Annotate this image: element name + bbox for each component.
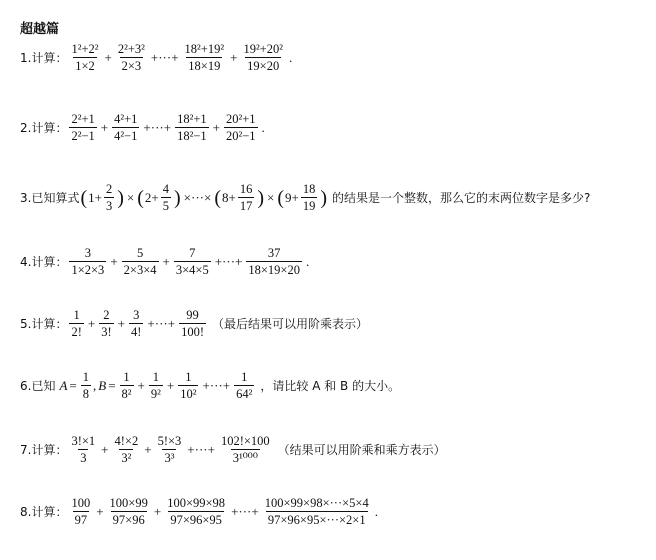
denominator: 1×2 — [75, 59, 95, 74]
fraction — [113, 434, 141, 466]
denominator: 3×4×5 — [175, 263, 209, 278]
numerator: 1 — [152, 370, 160, 384]
denominator: 10² — [180, 387, 197, 402]
plus-sign: + — [96, 503, 104, 519]
plus-sign: + — [104, 49, 112, 65]
numerator: 100×99 — [109, 496, 148, 510]
numerator: 7 — [189, 246, 196, 260]
times-sign: × — [126, 189, 135, 205]
numerator: 5!×3 — [157, 434, 182, 448]
fraction — [69, 246, 106, 278]
ellipsis-sum: +···+ — [187, 441, 215, 457]
plus-sign: + — [117, 315, 125, 331]
plus-sign: + — [110, 253, 118, 269]
denominator: 3! — [101, 325, 112, 340]
fraction — [99, 308, 113, 340]
fraction — [69, 112, 96, 144]
fraction — [116, 42, 147, 74]
problem-label: 4.计算： — [20, 255, 68, 270]
left-paren: ( — [277, 186, 285, 209]
numerator: 37 — [267, 246, 281, 260]
numerator: 102!×100 — [220, 434, 270, 448]
problem-6 — [20, 370, 400, 402]
numerator: 18 — [302, 182, 316, 196]
problem-text: ，请比较 A 和 B 的大小。 — [260, 379, 401, 394]
ellipsis-sum: +···+ — [150, 49, 179, 65]
denominator: 64² — [236, 387, 253, 402]
numerator: 18²+1 — [177, 112, 207, 126]
plus-sign: + — [101, 441, 109, 457]
denominator: 2! — [71, 325, 82, 340]
numerator: 4²+1 — [114, 112, 138, 126]
denominator: 5 — [162, 199, 169, 214]
problem-label: 3.已知算式 — [20, 191, 80, 206]
right-paren: ) — [117, 186, 124, 209]
plus-sign: + — [230, 49, 238, 65]
numerator: 99 — [186, 308, 199, 322]
fraction — [238, 182, 255, 214]
fraction — [81, 370, 91, 402]
denominator: 100! — [181, 325, 204, 340]
problem-label: 6.已知 — [20, 379, 56, 394]
denominator: 18×19 — [188, 59, 221, 74]
problem-1 — [20, 42, 294, 74]
fraction — [156, 434, 184, 466]
variable-a: A — [59, 377, 68, 393]
numerator: 16 — [239, 182, 253, 196]
problem-3 — [20, 182, 590, 214]
whole-term: 8+ — [222, 189, 236, 205]
variable-b: B — [98, 377, 107, 393]
whole-term: 9+ — [285, 189, 299, 205]
plus-sign: + — [100, 119, 109, 135]
right-paren: ) — [174, 186, 181, 209]
numerator: 3!×1 — [71, 434, 96, 448]
denominator: 2×3×4 — [123, 263, 157, 278]
denominator: 3 — [80, 451, 87, 466]
plus-sign: + — [162, 253, 170, 269]
denominator: 97×96 — [112, 513, 145, 528]
denominator: 19×20 — [247, 59, 280, 74]
fraction — [165, 496, 227, 528]
fraction — [69, 496, 92, 528]
fraction — [183, 42, 227, 74]
numerator: 1 — [123, 370, 130, 384]
numerator: 2 — [103, 308, 110, 322]
problem-5 — [20, 308, 368, 340]
denominator: 9² — [150, 387, 161, 402]
denominator: 3 — [105, 199, 113, 214]
fraction — [69, 42, 100, 74]
ellipsis-sum: +···+ — [231, 503, 259, 519]
denominator: 8 — [82, 387, 89, 402]
numerator: 1 — [73, 308, 80, 322]
numerator: 100×99×98 — [167, 496, 226, 510]
denominator: 18²−1 — [177, 129, 207, 144]
equals-sign: = — [69, 377, 77, 393]
problem-8 — [20, 496, 380, 528]
denominator: 3² — [121, 451, 132, 466]
denominator: 97×96×95×···×2×1 — [267, 513, 366, 528]
numerator: 5 — [136, 246, 144, 260]
left-paren: ( — [80, 186, 88, 209]
equals-sign: = — [108, 377, 116, 393]
fraction — [174, 246, 211, 278]
problem-4 — [20, 246, 311, 278]
problem-label: 8.计算： — [20, 505, 68, 520]
whole-term: 1+ — [88, 189, 102, 205]
problem-2 — [20, 112, 267, 144]
problem-note: （最后结果可以用阶乘表示） — [211, 317, 368, 332]
fraction — [179, 308, 206, 340]
fraction — [219, 434, 272, 466]
fraction — [104, 182, 114, 214]
left-paren: ( — [214, 186, 221, 209]
denominator: 8² — [121, 387, 132, 402]
fraction — [129, 308, 143, 340]
ellipsis-sum: +···+ — [214, 253, 243, 269]
fraction — [69, 434, 97, 466]
times-sign: × — [267, 189, 275, 205]
ellipsis-product: ×···× — [183, 189, 212, 205]
left-paren: ( — [137, 186, 144, 209]
fraction — [69, 308, 83, 340]
end-period: . — [305, 253, 310, 269]
section-title: 超越篇 — [20, 21, 60, 36]
fraction — [241, 42, 285, 74]
comma: , — [93, 377, 97, 393]
fraction — [263, 496, 371, 528]
fraction — [175, 112, 209, 144]
fraction — [112, 112, 139, 144]
numerator: 3 — [133, 308, 140, 322]
numerator: 20²+1 — [225, 112, 256, 126]
numerator: 2²+3² — [117, 42, 145, 56]
problem-7 — [20, 434, 446, 466]
numerator: 1 — [82, 370, 89, 384]
denominator: 3¹⁰⁰⁰ — [232, 451, 258, 466]
right-paren: ) — [320, 186, 328, 209]
ellipsis-sum: +···+ — [202, 377, 231, 393]
plus-sign: + — [137, 377, 145, 393]
denominator: 17 — [239, 199, 253, 214]
denominator: 4²−1 — [114, 129, 138, 144]
problem-note: （结果可以用阶乘和乘方表示） — [277, 443, 446, 458]
denominator: 19 — [302, 199, 316, 214]
problem-text: 的结果是一个整数，那么它的末两位数字是多少? — [332, 191, 591, 206]
problem-label: 1.计算： — [20, 51, 68, 66]
denominator: 2×3 — [121, 59, 142, 74]
fraction — [178, 370, 198, 402]
plus-sign: + — [144, 441, 152, 457]
numerator: 1²+2² — [71, 42, 99, 56]
denominator: 4! — [130, 325, 142, 340]
fraction — [122, 246, 159, 278]
numerator: 4 — [162, 182, 169, 196]
numerator: 18²+19² — [184, 42, 225, 56]
whole-term: 2+ — [144, 189, 159, 205]
numerator: 4!×2 — [114, 434, 139, 448]
numerator: 1 — [185, 370, 192, 384]
ellipsis-sum: +···+ — [143, 119, 172, 135]
problem-label: 2.计算： — [20, 121, 68, 136]
fraction — [120, 370, 134, 402]
numerator: 2 — [105, 182, 113, 196]
problem-label: 5.计算： — [20, 317, 68, 332]
numerator: 100 — [71, 496, 91, 510]
denominator: 3³ — [164, 451, 175, 466]
denominator: 20²−1 — [225, 129, 256, 144]
fraction — [224, 112, 258, 144]
fraction — [246, 246, 302, 278]
numerator: 1 — [241, 370, 248, 384]
denominator: 97 — [74, 513, 88, 528]
denominator: 97×96×95 — [170, 513, 222, 528]
right-paren: ) — [257, 186, 265, 209]
numerator: 100×99×98×···×5×4 — [264, 496, 369, 510]
end-period: . — [288, 49, 293, 65]
problem-label: 7.计算： — [20, 443, 68, 458]
ellipsis-sum: +···+ — [147, 315, 176, 331]
end-period: . — [261, 119, 265, 135]
plus-sign: + — [166, 377, 175, 393]
fraction — [108, 496, 150, 528]
numerator: 19²+20² — [243, 42, 283, 56]
fraction — [301, 182, 318, 214]
denominator: 1×2×3 — [71, 263, 105, 278]
fraction — [149, 370, 163, 402]
plus-sign: + — [212, 119, 220, 135]
numerator: 3 — [84, 246, 91, 260]
fraction — [161, 182, 171, 214]
denominator: 2²−1 — [71, 129, 95, 144]
plus-sign: + — [153, 503, 162, 519]
numerator: 2²+1 — [71, 112, 95, 126]
fraction — [234, 370, 254, 402]
end-period: . — [374, 503, 378, 519]
denominator: 18×19×20 — [248, 263, 300, 278]
plus-sign: + — [87, 315, 96, 331]
